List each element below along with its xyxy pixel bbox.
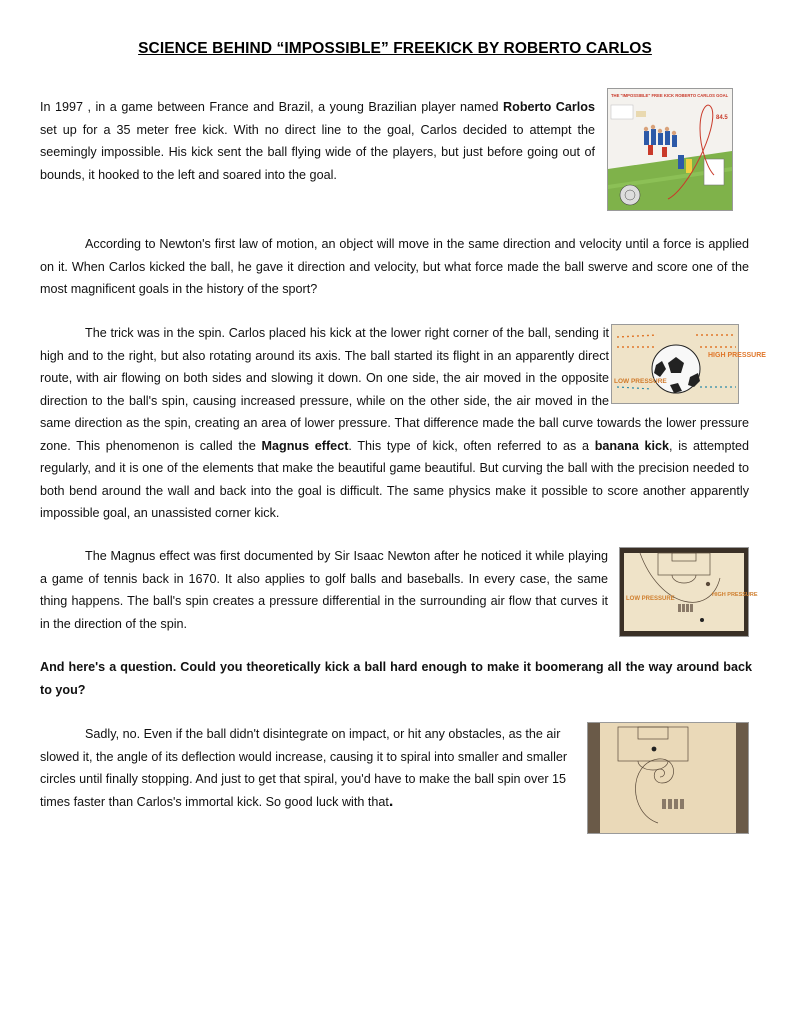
spin-text-b: . This type of kick, often referred to as a xyxy=(348,438,595,453)
ball-diagram-icon xyxy=(620,185,640,205)
magnus-ball-svg xyxy=(612,325,766,403)
spiral-pitch-image xyxy=(587,722,749,834)
paragraph-boomerang xyxy=(40,723,570,813)
paragraph-intro xyxy=(40,96,595,186)
spin-text-c: , is attempted regularly, and it is one of the elements that make the beautiful game beautiful. But curving the ball with the precision needed to both bend around the wall and back into the goal is difficult. The same physics make it possible to score another apparently impossible goal, an unassisted corner kick. xyxy=(40,438,750,520)
infographic-distance: 84.5 xyxy=(716,115,728,121)
magnus-effect-term: Magnus effect xyxy=(261,438,349,453)
paragraph-newton: According to Newton's first law of motion, an object will move in the same direction and velocity until a force is applied on it. When Carlos kicked the ball, he gave it direction and velocity, but what force made the ball swerve and score one of the most magnificent goals in the history of the sport? xyxy=(40,237,749,296)
boomerang-text: Sadly, no. Even if the ball didn't disintegrate on impact, or hit any obstacles, as the air slowed it, the angle of its deflection would increase, causing it to spiral into smaller and smaller circles until finally stopping. And just to get that spiral, you'd have to make the ball spin over 15 times faster than Carlos's immortal kick. So good luck with that xyxy=(40,727,568,809)
paragraph-newton-tennis: The Magnus effect was first documented by Sir Isaac Newton after he noticed it while playing a game of tennis back in 1670. It also applies to golf balls and baseballs. In every case, the same thing happens. The ball's spin creates a pressure differential in the surrounding air flow that curves it in the direction of the spin. xyxy=(40,549,608,631)
player-name: Roberto Carlos xyxy=(503,100,595,114)
magnus-ball-image xyxy=(611,324,766,404)
spin-text-a: The trick was in the spin. Carlos placed his kick at the lower right corner of the ball, sending it high and to the right, but also rotating around its axis. The ball started its flight in an apparently direct route, with air flowing on both sides and slowing it down. On one side, the air moved in the opposite direction to the ball's spin, causing increased pressure, while on the other side, the air moved in the same direction as the spin, creating an area of lower pressure. That difference made the ball curve towards the lower pressure zone. This phenomenon is called the xyxy=(40,326,749,453)
ball-marker-icon xyxy=(700,618,704,622)
intro-text-a: In 1997 , in a game between France and Brazil, a young Brazilian player named xyxy=(40,100,504,114)
pitch-low-pressure-label: LOW PRESSURE xyxy=(626,596,675,602)
banana-kick-term: banana kick xyxy=(594,438,670,453)
intro-text-b: set up for a 35 meter free kick. With no direct line to the goal, Carlos decided to attempt the seemingly impossible. His kick sent the ball flying wide of the players, but just before going out of bounds, it hooked to the left and soared into the goal. xyxy=(40,122,595,182)
low-pressure-label: LOW PRESSURE xyxy=(614,378,667,385)
high-pressure-label: HIGH PRESSURE xyxy=(708,352,766,359)
pitch-diagram-image xyxy=(619,547,758,637)
page-title: SCIENCE BEHIND “IMPOSSIBLE” FREEKICK BY ROBERTO CARLOS xyxy=(138,40,652,57)
question-heading: And here's a question. Could you theoretically kick a ball hard enough to make it boomerang all the way around back to you? xyxy=(40,660,752,697)
spiral-pitch-svg xyxy=(588,723,748,833)
spiral-ball-icon xyxy=(652,747,657,752)
pitch-diagram-svg xyxy=(620,548,758,636)
infographic-svg xyxy=(608,89,732,210)
closing-period: . xyxy=(388,792,394,810)
pitch-high-pressure-label: HIGH PRESSURE xyxy=(712,592,758,598)
infographic-header: THE "IMPOSSIBLE" FREE KICK ROBERTO CARLOS GOAL xyxy=(611,93,729,98)
freekick-infographic-image xyxy=(607,88,733,211)
